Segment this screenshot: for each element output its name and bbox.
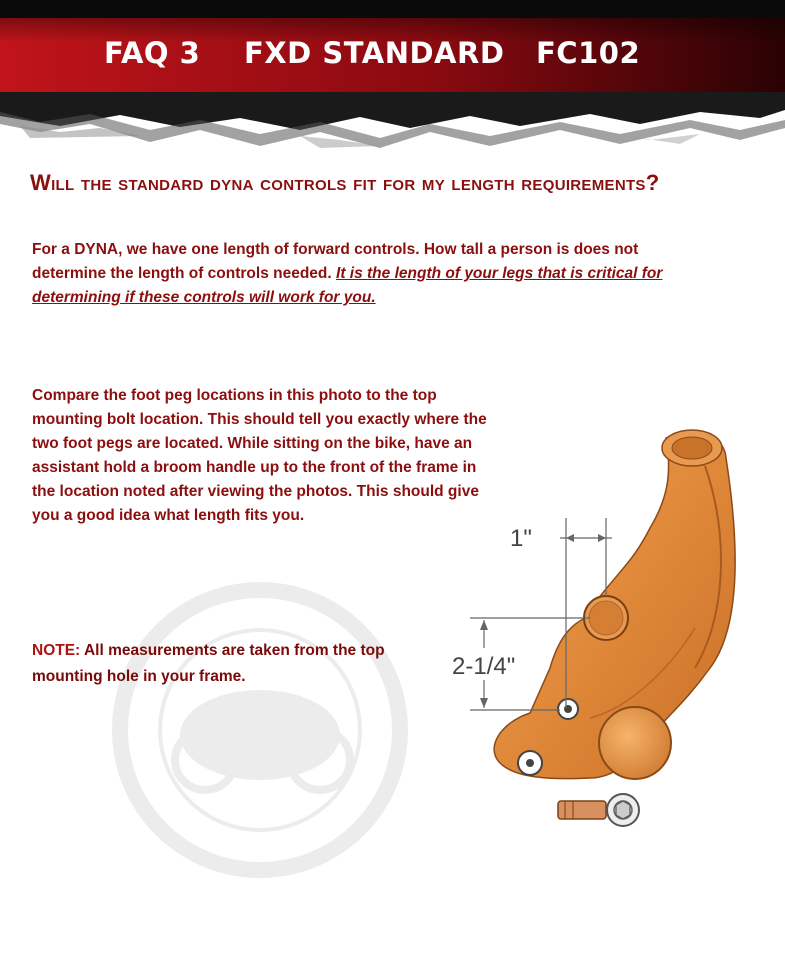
faq-number: FAQ 3 xyxy=(104,36,201,70)
intro-plain-text: For a DYNA, we have one length of forward controls. How tall a person is does not determine the length of controls needed. xyxy=(32,241,639,282)
product-code: FC102 xyxy=(536,36,641,70)
vertical-offset-label: 2-1/4" xyxy=(452,653,516,680)
horizontal-offset-label: 1" xyxy=(510,525,532,552)
mounting-bolt xyxy=(558,794,639,826)
question-text: Will the standard dyna controls fit for my length requirements? xyxy=(30,170,660,195)
instructions-paragraph: Compare the foot peg locations in this photo to the top mounting bolt location. This should tell you exactly where the two foot pegs are located. While sitting on the bike, have an assistant hold a broom handle up to the front of the frame in the location noted after viewing the photos. This should give you a good idea what length fits you. xyxy=(32,387,487,524)
faq-question xyxy=(30,170,780,196)
intro-paragraph xyxy=(32,238,712,310)
watermark-seal xyxy=(110,560,410,920)
note-label: NOTE: xyxy=(32,642,81,659)
note-text: All measurements are taken from the top mounting hole in your frame. xyxy=(32,642,385,685)
note-block xyxy=(32,638,412,690)
intro-emphasis-text: It is the length of your legs that is critical for determining if these controls will work for you. xyxy=(32,265,663,306)
pivot-hub xyxy=(599,707,671,779)
header-title xyxy=(0,30,785,80)
header-banner xyxy=(0,0,785,155)
model-name: FXD STANDARD xyxy=(244,36,505,70)
forward-control-bracket-diagram xyxy=(440,418,785,848)
